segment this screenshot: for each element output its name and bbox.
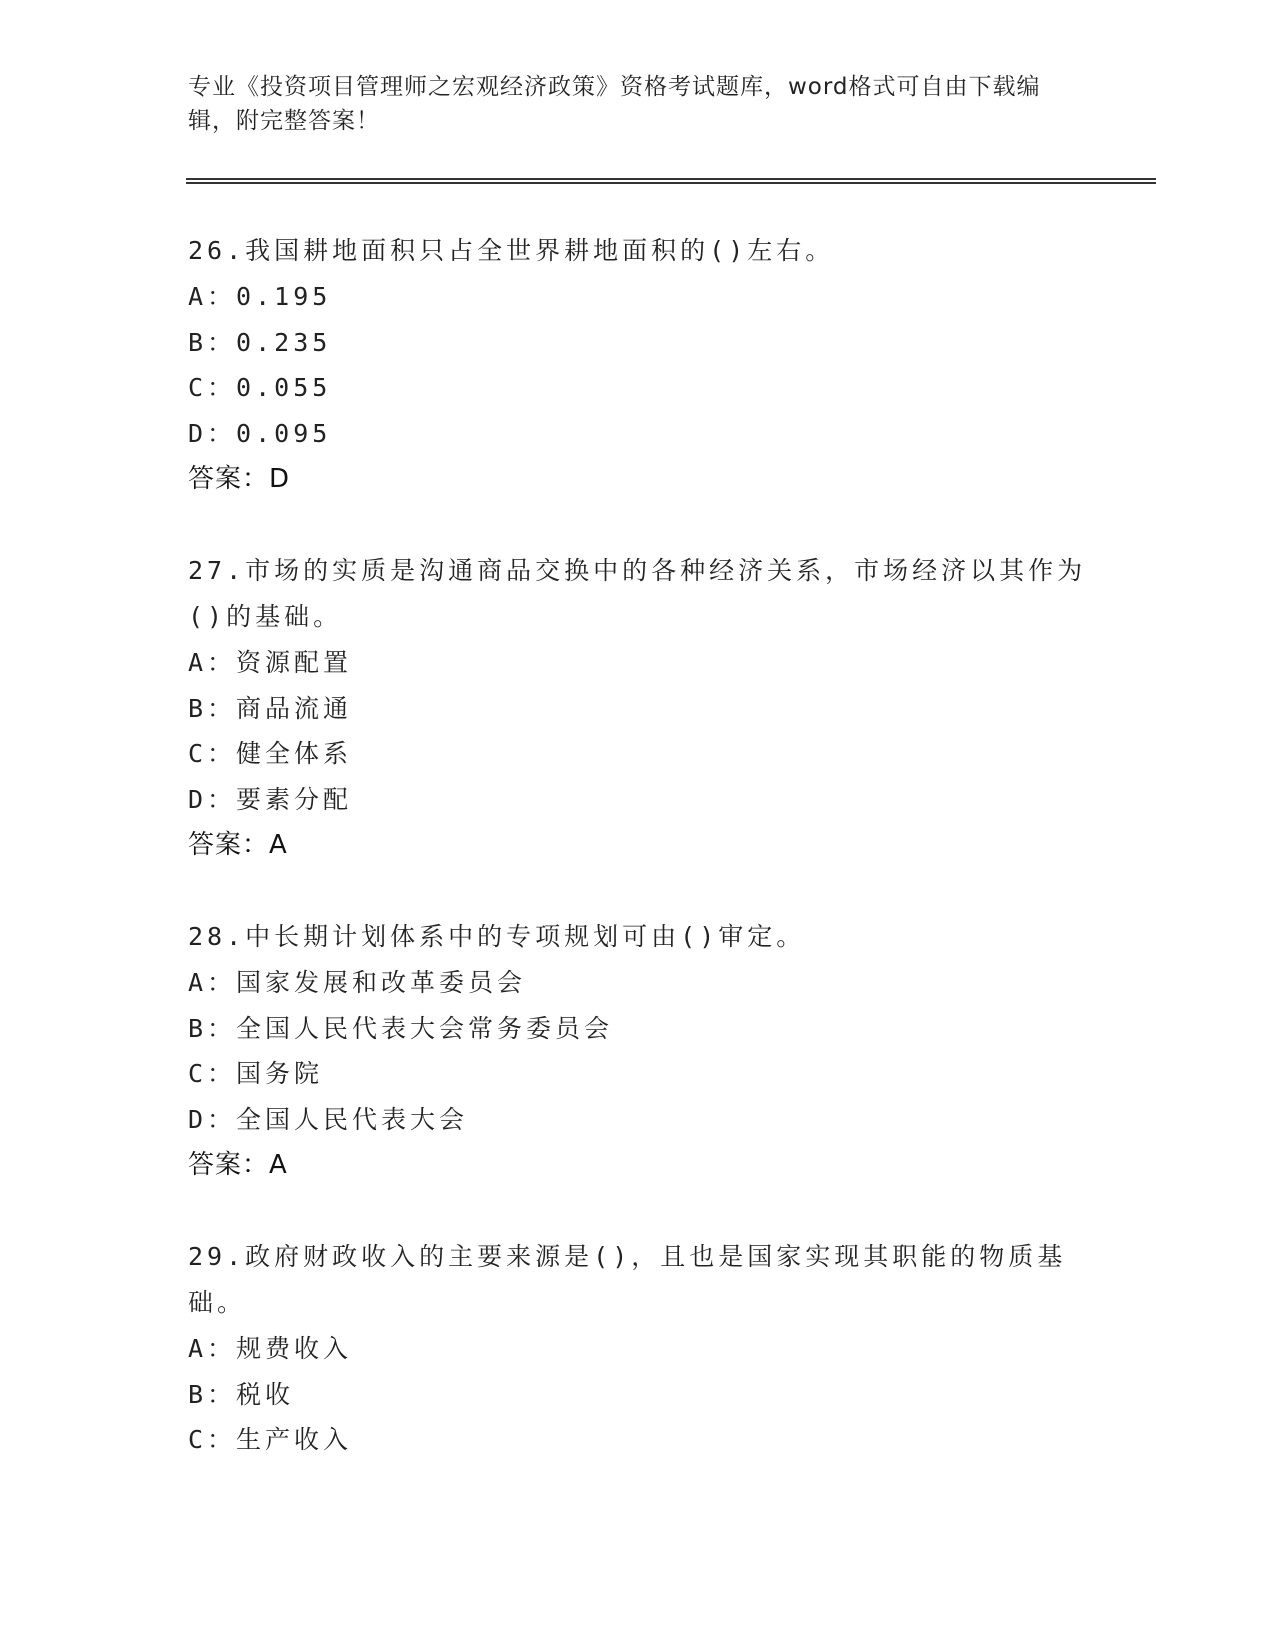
question-stem: 26.我国耕地面积只占全世界耕地面积的()左右。 (188, 236, 835, 265)
option-b: B：全国人民代表大会常务委员会 (188, 1013, 614, 1043)
question-29 (188, 1234, 1088, 1463)
option-c: C：国务院 (188, 1059, 324, 1088)
header-divider (186, 178, 1156, 184)
question-28 (188, 914, 1088, 1188)
question-stem: 29.政府财政收入的主要来源是()，且也是国家实现其职能的物质基础。 (188, 1242, 1067, 1317)
question-27 (188, 548, 1088, 868)
answer: 答案：A (188, 1150, 288, 1180)
option-d: D：0.095 (188, 418, 332, 448)
option-b: B：商品流通 (188, 693, 353, 723)
option-a: A：国家发展和改革委员会 (188, 968, 527, 997)
question-26 (188, 228, 1088, 502)
option-a: A：资源配置 (188, 648, 353, 677)
question-stem: 27.市场的实质是沟通商品交换中的各种经济关系，市场经济以其作为()的基础。 (188, 556, 1087, 631)
answer: 答案：A (188, 830, 288, 860)
answer: 答案：D (188, 464, 291, 494)
question-list (188, 228, 1088, 1509)
option-b: B：税收 (188, 1379, 295, 1409)
document-header: 专业《投资项目管理师之宏观经济政策》资格考试题库，word格式可自由下载编辑，附完整答案！ (188, 74, 1041, 134)
question-stem: 28.中长期计划体系中的专项规划可由()审定。 (188, 922, 806, 951)
option-d: D：全国人民代表大会 (188, 1104, 469, 1134)
option-b: B：0.235 (188, 327, 332, 357)
option-c: C：生产收入 (188, 1425, 353, 1454)
option-c: C：健全体系 (188, 739, 353, 768)
option-c: C：0.055 (188, 373, 332, 402)
option-a: A：规费收入 (188, 1334, 353, 1363)
option-d: D：要素分配 (188, 784, 353, 814)
option-a: A：0.195 (188, 282, 332, 311)
